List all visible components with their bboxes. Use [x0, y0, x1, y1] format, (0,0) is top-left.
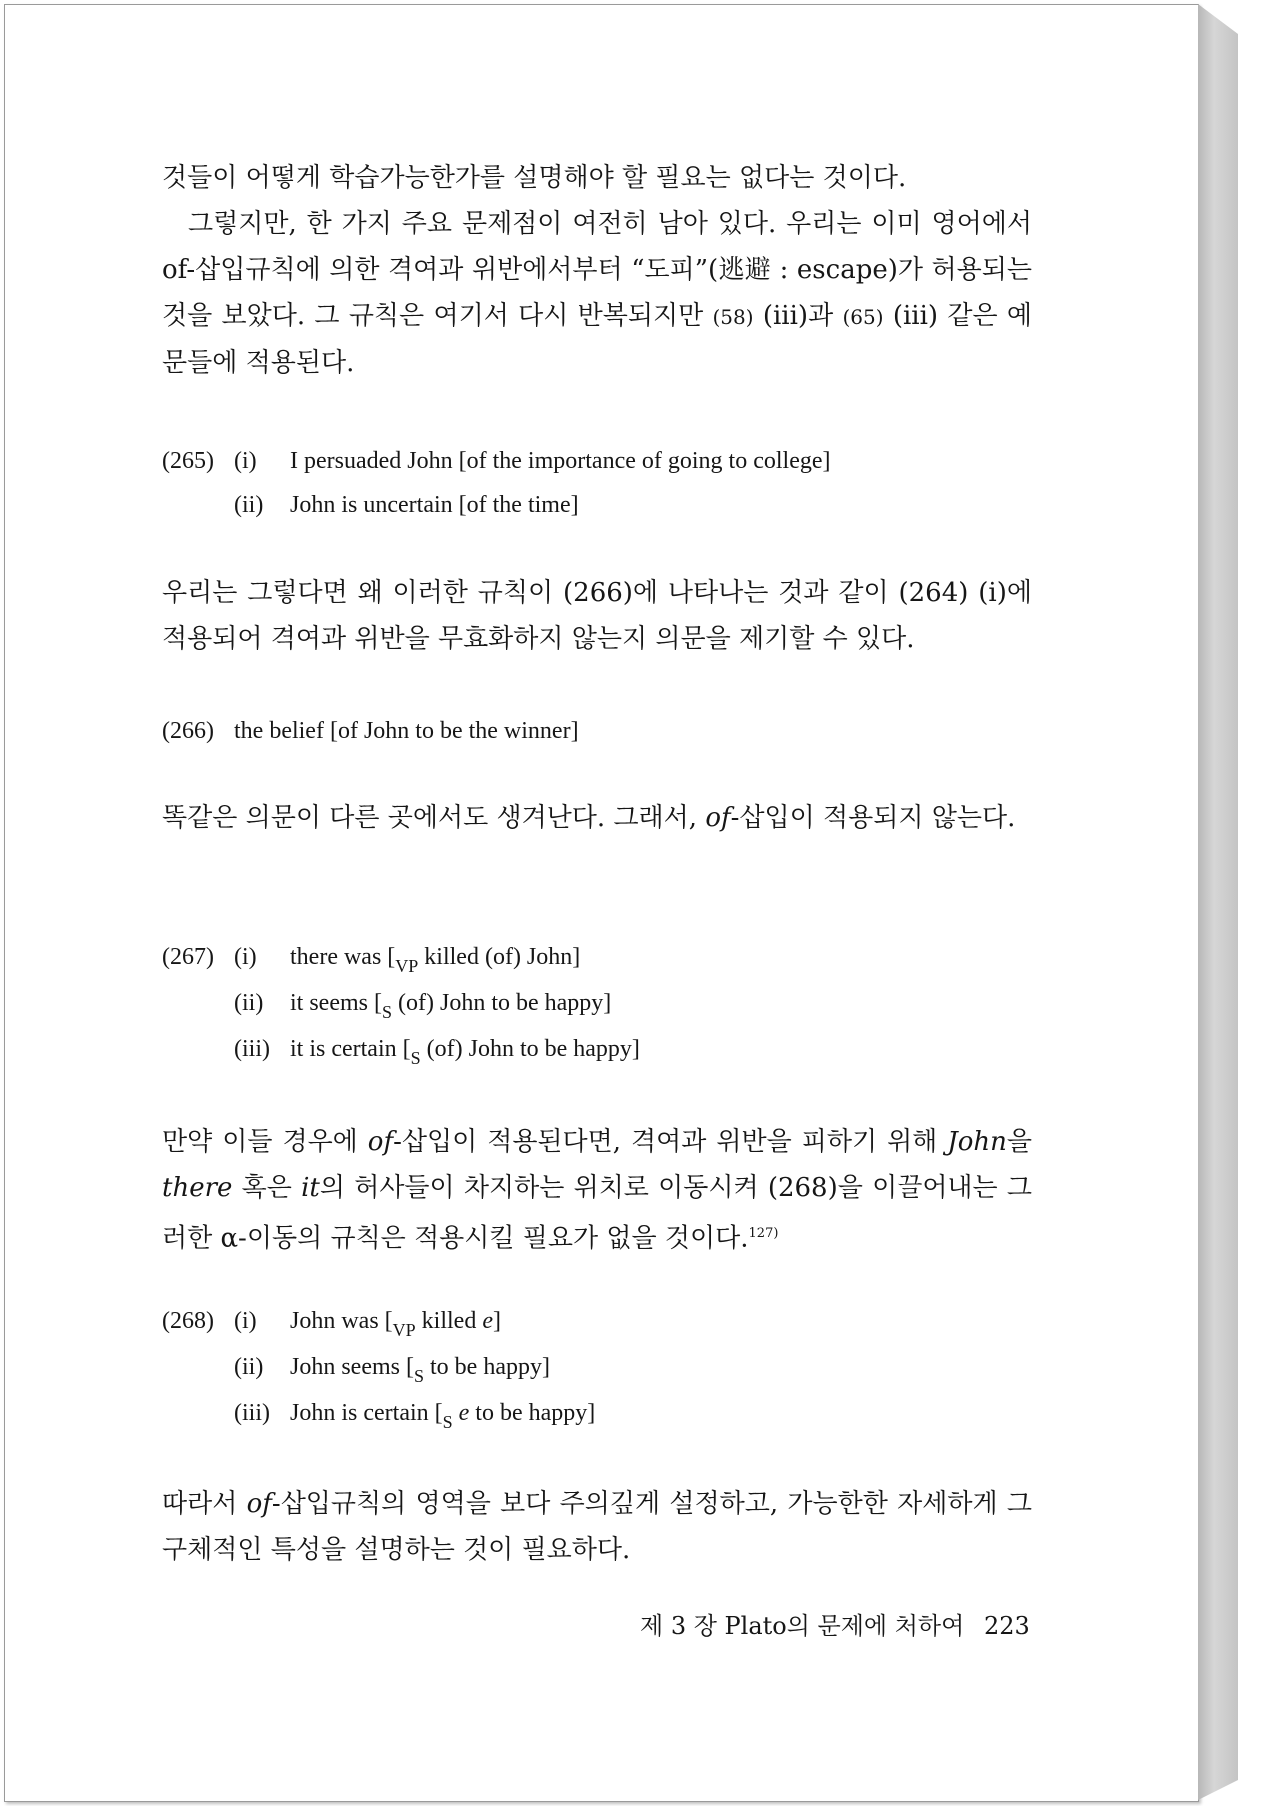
- example-number: (268): [162, 1308, 214, 1334]
- ref-65: (65): [842, 305, 884, 329]
- example-number: (265): [162, 448, 214, 474]
- example-268-iii: (iii) John is certain [$_S$ e to be happy]: [234, 1400, 596, 1432]
- example-266: (266) the belief [of John to be the winner]: [162, 718, 579, 744]
- paragraph-266: 우리는 그렇다면 왜 이러한 규칙이 (266)에 나타나는 것과 같이 (264) (i)에 적용되어 격여과 위반을 무효화하지 않는지 의문을 제기할 수 있다.: [162, 578, 1032, 654]
- page-footer: [640, 1606, 1030, 1641]
- example-268-ii: (ii) John seems [$_S$ to be happy]: [234, 1354, 550, 1386]
- footnote-marker[interactable]: 127): [748, 1226, 779, 1241]
- paragraph-problem: 그렇지만, 한 가지 주요 문제점이 여전히 남아 있다. 우리는 이미 영어에서 of-삽입규칙에 의한 격여과 위반에서부터 “도피”(逃避 : escape)가 허용되는 것을 보았다. 그 규칙은 여기서 다시 반복되지만 (58) (iii)과 (65) (iii) 같은 예문들에 적용된다.: [162, 209, 1032, 378]
- example-number: (267): [162, 944, 214, 970]
- page-edge-shadow: [1198, 4, 1238, 1800]
- example-number: (266): [162, 718, 214, 744]
- page-number: 223: [983, 1612, 1030, 1640]
- paragraph-final: 따라서 of-삽입규칙의 영역을 보다 주의깊게 설정하고, 가능한한 자세하게 그 구체적인 특성을 설명하는 것이 필요하다.: [162, 1489, 1032, 1565]
- example-265-i: (265) (i) I persuaded John [of the importance of going to college]: [162, 448, 831, 474]
- chapter-title: 제 3 장 Plato의 문제에 처하여: [640, 1612, 965, 1640]
- ref-58: (58): [712, 305, 754, 329]
- paragraph-intro: 것들이 어떻게 학습가능한가를 설명해야 할 필요는 없다는 것이다.: [162, 163, 907, 193]
- paragraph-268: 만약 이들 경우에 of-삽입이 적용된다면, 격여과 위반을 피하기 위해 John을 there 혹은 it의 허사들이 차지하는 위치로 이동시켜 (268)을 이끌어내는 그러한 α-이동의 규칙은 적용시킬 필요가 없을 것이다.$^{127)}$: [162, 1127, 1033, 1254]
- example-267-i: (267) (i) there was [$_{VP}$ killed (of) John]: [162, 944, 581, 976]
- example-265-ii: (ii) John is uncertain [of the time]: [234, 492, 579, 518]
- example-267-iii: (iii) it is certain [$_S$ (of) John to be happy]: [234, 1036, 640, 1068]
- example-268-i: (268) (i) John was [$_{VP}$ killed e]: [162, 1308, 501, 1340]
- example-267-ii: (ii) it seems [$_S$ (of) John to be happy]: [234, 990, 612, 1022]
- paragraph-267: 똑같은 의문이 다른 곳에서도 생겨난다. 그래서, of-삽입이 적용되지 않는다.: [162, 803, 1016, 833]
